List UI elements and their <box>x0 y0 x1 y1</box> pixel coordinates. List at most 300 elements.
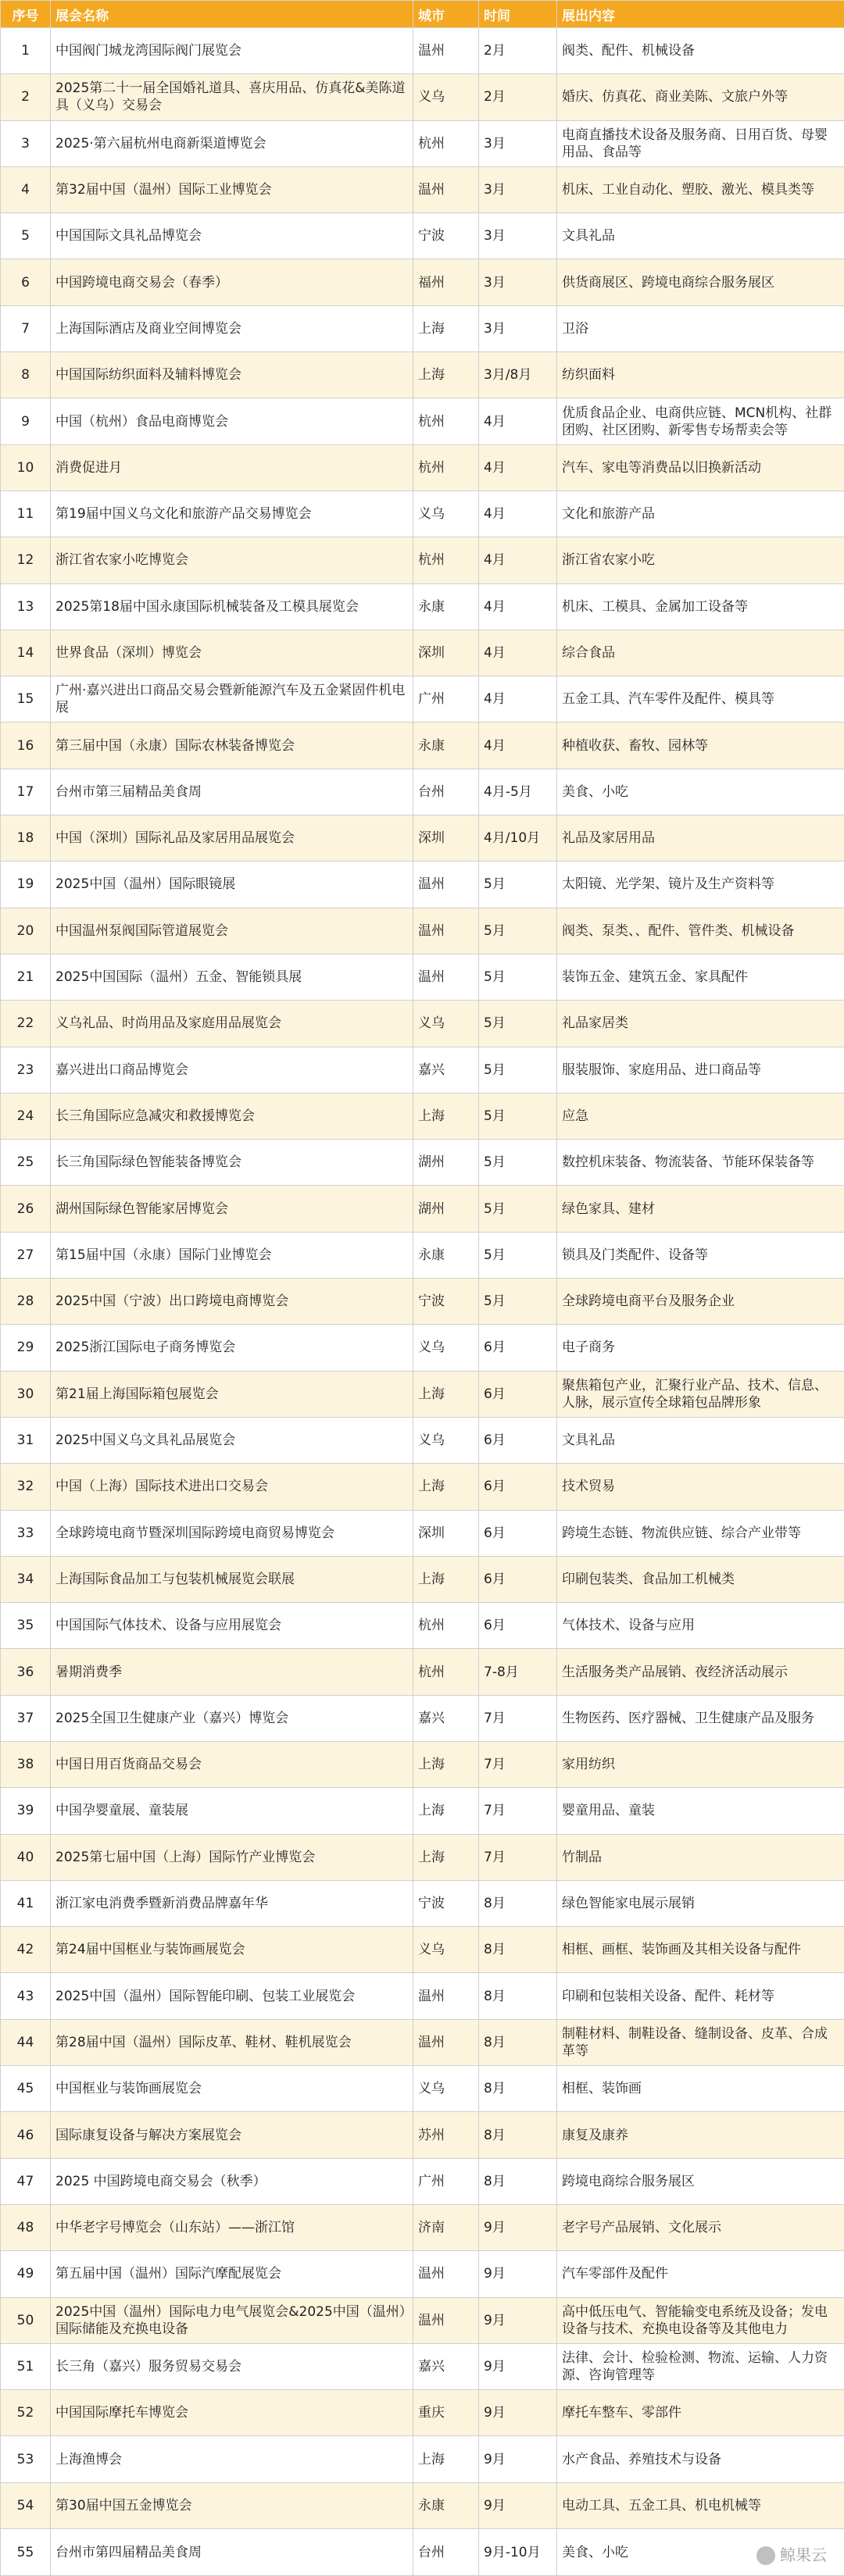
cell-city: 台州 <box>413 2529 479 2576</box>
cell-time: 6月 <box>479 1371 557 1417</box>
cell-city: 上海 <box>413 352 479 398</box>
cell-name: 第19届中国义乌文化和旅游产品交易博览会 <box>51 491 413 537</box>
cell-city: 嘉兴 <box>413 1695 479 1741</box>
cell-no: 55 <box>1 2529 51 2576</box>
cell-name: 2025中国（宁波）出口跨境电商博览会 <box>51 1279 413 1325</box>
header-city: 城市 <box>413 1 479 28</box>
cell-content: 全球跨境电商平台及服务企业 <box>557 1279 844 1325</box>
cell-content: 摩托车整车、零部件 <box>557 2390 844 2436</box>
cell-time: 8月 <box>479 2112 557 2158</box>
cell-name: 2025·第六届杭州电商新渠道博览会 <box>51 120 413 166</box>
cell-city: 温州 <box>413 2251 479 2297</box>
cell-time: 4月 <box>479 583 557 630</box>
cell-time: 4月 <box>479 491 557 537</box>
cell-city: 广州 <box>413 2158 479 2204</box>
cell-time: 5月 <box>479 1047 557 1093</box>
cell-city: 温州 <box>413 908 479 954</box>
cell-content: 跨境生态链、物流供应链、综合产业带等 <box>557 1510 844 1556</box>
table-row <box>1 1047 844 1093</box>
cell-name: 中国框业与装饰画展览会 <box>51 2066 413 2112</box>
cell-content: 康复及康养 <box>557 2112 844 2158</box>
table-row <box>1 1140 844 1186</box>
cell-city: 义乌 <box>413 2066 479 2112</box>
table-row <box>1 166 844 212</box>
cell-name: 中华老字号博览会（山东站）——浙江馆 <box>51 2204 413 2250</box>
table-row <box>1 444 844 491</box>
cell-city: 温州 <box>413 2019 479 2065</box>
cell-city: 上海 <box>413 1834 479 1880</box>
cell-city: 上海 <box>413 1464 479 1510</box>
cell-time: 9月 <box>479 2204 557 2250</box>
table-row <box>1 2390 844 2436</box>
cell-city: 嘉兴 <box>413 1047 479 1093</box>
cell-content: 高中低压电气、智能输变电系统及设备；发电设备与技术、充换电设备等及其他电力 <box>557 2297 844 2343</box>
cell-no: 14 <box>1 630 51 676</box>
cell-name: 中国国际纺织面料及辅料博览会 <box>51 352 413 398</box>
cell-city: 杭州 <box>413 537 479 583</box>
cell-name: 义乌礼品、时尚用品及家庭用品展览会 <box>51 1001 413 1047</box>
cell-content: 综合食品 <box>557 630 844 676</box>
cell-time: 3月 <box>479 213 557 259</box>
cell-city: 温州 <box>413 2297 479 2343</box>
cell-time: 3月 <box>479 166 557 212</box>
cell-no: 16 <box>1 722 51 769</box>
cell-no: 12 <box>1 537 51 583</box>
cell-time: 4月 <box>479 676 557 722</box>
table-row <box>1 2112 844 2158</box>
cell-name: 第五届中国（温州）国际汽摩配展览会 <box>51 2251 413 2297</box>
cell-name: 中国国际文具礼品博览会 <box>51 213 413 259</box>
cell-no: 27 <box>1 1232 51 1278</box>
cell-name: 长三角（嘉兴）服务贸易交易会 <box>51 2343 413 2389</box>
cell-name: 长三角国际绿色智能装备博览会 <box>51 1140 413 1186</box>
cell-time: 4月 <box>479 630 557 676</box>
cell-city: 温州 <box>413 954 479 1000</box>
table-row <box>1 2529 844 2576</box>
cell-content: 绿色智能家电展示展销 <box>557 1880 844 1926</box>
cell-city: 宁波 <box>413 1279 479 1325</box>
cell-no: 7 <box>1 305 51 351</box>
cell-city: 杭州 <box>413 120 479 166</box>
cell-no: 15 <box>1 676 51 722</box>
cell-time: 5月 <box>479 1232 557 1278</box>
cell-no: 28 <box>1 1279 51 1325</box>
cell-no: 10 <box>1 444 51 491</box>
cell-content: 汽车、家电等消费品以旧换新活动 <box>557 444 844 491</box>
table-row <box>1 1556 844 1602</box>
cell-city: 义乌 <box>413 1325 479 1371</box>
cell-city: 台州 <box>413 769 479 815</box>
cell-no: 19 <box>1 862 51 908</box>
cell-time: 8月 <box>479 2158 557 2204</box>
cell-content: 电动工具、五金工具、机电机械等 <box>557 2482 844 2528</box>
cell-time: 6月 <box>479 1464 557 1510</box>
cell-no: 33 <box>1 1510 51 1556</box>
cell-content: 礼品家居类 <box>557 1001 844 1047</box>
table-row <box>1 769 844 815</box>
table-row <box>1 1001 844 1047</box>
cell-name: 中国国际摩托车博览会 <box>51 2390 413 2436</box>
cell-content: 家用纺织 <box>557 1741 844 1787</box>
cell-content: 婚庆、仿真花、商业美陈、文旅户外等 <box>557 74 844 120</box>
cell-city: 义乌 <box>413 1001 479 1047</box>
cell-name: 中国（上海）国际技术进出口交易会 <box>51 1464 413 1510</box>
cell-no: 30 <box>1 1371 51 1417</box>
cell-time: 6月 <box>479 1325 557 1371</box>
cell-city: 永康 <box>413 583 479 630</box>
table-row <box>1 1417 844 1463</box>
cell-no: 52 <box>1 2390 51 2436</box>
cell-city: 义乌 <box>413 1417 479 1463</box>
cell-time: 5月 <box>479 1001 557 1047</box>
cell-content: 数控机床装备、物流装备、节能环保装备等 <box>557 1140 844 1186</box>
cell-time: 7月 <box>479 1788 557 1834</box>
cell-time: 9月 <box>479 2390 557 2436</box>
table-row <box>1 583 844 630</box>
cell-content: 水产食品、养殖技术与设备 <box>557 2436 844 2482</box>
cell-no: 43 <box>1 1973 51 2019</box>
cell-content: 电商直播技术设备及服务商、日用百货、母婴用品、食品等 <box>557 120 844 166</box>
cell-content: 美食、小吃 <box>557 769 844 815</box>
cell-time: 6月 <box>479 1556 557 1602</box>
cell-no: 22 <box>1 1001 51 1047</box>
table-row <box>1 352 844 398</box>
header-row <box>1 1 844 28</box>
cell-content: 太阳镜、光学架、镜片及生产资料等 <box>557 862 844 908</box>
cell-content: 老字号产品展销、文化展示 <box>557 2204 844 2250</box>
cell-city: 上海 <box>413 2436 479 2482</box>
cell-time: 3月 <box>479 259 557 305</box>
cell-no: 3 <box>1 120 51 166</box>
cell-no: 24 <box>1 1093 51 1139</box>
cell-no: 40 <box>1 1834 51 1880</box>
cell-no: 48 <box>1 2204 51 2250</box>
cell-city: 嘉兴 <box>413 2343 479 2389</box>
cell-time: 9月 <box>479 2436 557 2482</box>
cell-time: 6月 <box>479 1603 557 1649</box>
cell-content: 浙江省农家小吃 <box>557 537 844 583</box>
cell-city: 上海 <box>413 1741 479 1787</box>
cell-content: 法律、会计、检验检测、物流、运输、人力资源、咨询管理等 <box>557 2343 844 2389</box>
cell-content: 文具礼品 <box>557 1417 844 1463</box>
cell-time: 5月 <box>479 908 557 954</box>
cell-name: 第32届中国（温州）国际工业博览会 <box>51 166 413 212</box>
watermark-text: 鲸果云 <box>780 2545 827 2564</box>
cell-no: 46 <box>1 2112 51 2158</box>
header-no: 序号 <box>1 1 51 28</box>
cell-content: 卫浴 <box>557 305 844 351</box>
cell-content: 制鞋材料、制鞋设备、缝制设备、皮革、合成革等 <box>557 2019 844 2065</box>
cell-content: 汽车零部件及配件 <box>557 2251 844 2297</box>
cell-name: 第24届中国框业与装饰画展览会 <box>51 1927 413 1973</box>
cell-no: 21 <box>1 954 51 1000</box>
table-row <box>1 120 844 166</box>
cell-name: 台州市第四届精品美食周 <box>51 2529 413 2576</box>
cell-name: 浙江省农家小吃博览会 <box>51 537 413 583</box>
table-row <box>1 259 844 305</box>
cell-time: 9月 <box>479 2482 557 2528</box>
table-row <box>1 1880 844 1926</box>
cell-city: 济南 <box>413 2204 479 2250</box>
table-row <box>1 2019 844 2065</box>
cell-time: 9月 <box>479 2343 557 2389</box>
watermark <box>756 2542 827 2566</box>
cell-no: 45 <box>1 2066 51 2112</box>
table-row <box>1 1232 844 1278</box>
cell-city: 温州 <box>413 28 479 74</box>
cell-time: 4月 <box>479 398 557 444</box>
cell-no: 54 <box>1 2482 51 2528</box>
cell-name: 上海渔博会 <box>51 2436 413 2482</box>
cell-city: 上海 <box>413 1788 479 1834</box>
cell-name: 2025 中国跨境电商交易会（秋季） <box>51 2158 413 2204</box>
cell-no: 44 <box>1 2019 51 2065</box>
cell-name: 中国孕婴童展、童装展 <box>51 1788 413 1834</box>
cell-city: 永康 <box>413 1232 479 1278</box>
cell-no: 39 <box>1 1788 51 1834</box>
table-row <box>1 1371 844 1417</box>
cell-no: 2 <box>1 74 51 120</box>
cell-name: 湖州国际绿色智能家居博览会 <box>51 1186 413 1232</box>
watermark-logo-icon <box>756 2546 775 2565</box>
cell-name: 第21届上海国际箱包展览会 <box>51 1371 413 1417</box>
cell-no: 8 <box>1 352 51 398</box>
table-row <box>1 2436 844 2482</box>
cell-no: 18 <box>1 815 51 862</box>
cell-name: 中国（杭州）食品电商博览会 <box>51 398 413 444</box>
cell-city: 宁波 <box>413 213 479 259</box>
cell-content: 服装服饰、家庭用品、进口商品等 <box>557 1047 844 1093</box>
table-row <box>1 1093 844 1139</box>
cell-no: 49 <box>1 2251 51 2297</box>
cell-city: 温州 <box>413 862 479 908</box>
cell-content: 文具礼品 <box>557 213 844 259</box>
cell-content: 聚焦箱包产业，汇聚行业产品、技术、信息、人脉，展示宣传全球箱包品牌形象 <box>557 1371 844 1417</box>
cell-time: 7月 <box>479 1695 557 1741</box>
table-row <box>1 2066 844 2112</box>
cell-no: 13 <box>1 583 51 630</box>
table-row <box>1 1279 844 1325</box>
cell-name: 世界食品（深圳）博览会 <box>51 630 413 676</box>
cell-no: 37 <box>1 1695 51 1741</box>
cell-time: 9月 <box>479 2297 557 2343</box>
cell-time: 4月 <box>479 444 557 491</box>
cell-city: 宁波 <box>413 1880 479 1926</box>
table-row <box>1 305 844 351</box>
cell-no: 26 <box>1 1186 51 1232</box>
cell-name: 2025中国（温州）国际眼镜展 <box>51 862 413 908</box>
cell-name: 中国日用百货商品交易会 <box>51 1741 413 1787</box>
cell-no: 17 <box>1 769 51 815</box>
cell-city: 杭州 <box>413 1649 479 1695</box>
table-row <box>1 491 844 537</box>
table-row <box>1 1603 844 1649</box>
cell-name: 中国温州泵阀国际管道展览会 <box>51 908 413 954</box>
cell-content: 锁具及门类配件、设备等 <box>557 1232 844 1278</box>
cell-name: 长三角国际应急减灾和救援博览会 <box>51 1093 413 1139</box>
cell-city: 苏州 <box>413 2112 479 2158</box>
table-row <box>1 2343 844 2389</box>
cell-city: 杭州 <box>413 444 479 491</box>
cell-city: 深圳 <box>413 1510 479 1556</box>
cell-no: 11 <box>1 491 51 537</box>
table-row <box>1 815 844 862</box>
table-body <box>1 28 844 2576</box>
cell-no: 51 <box>1 2343 51 2389</box>
table-row <box>1 213 844 259</box>
cell-content: 相框、画框、装饰画及其相关设备与配件 <box>557 1927 844 1973</box>
header-content: 展出内容 <box>557 1 844 28</box>
cell-name: 2025浙江国际电子商务博览会 <box>51 1325 413 1371</box>
cell-city: 湖州 <box>413 1140 479 1186</box>
cell-time: 3月 <box>479 120 557 166</box>
cell-content: 纺织面料 <box>557 352 844 398</box>
cell-content: 装饰五金、建筑五金、家具配件 <box>557 954 844 1000</box>
cell-name: 2025中国（温州）国际电力电气展览会&2025中国（温州）国际储能及充换电设备 <box>51 2297 413 2343</box>
cell-no: 1 <box>1 28 51 74</box>
cell-no: 25 <box>1 1140 51 1186</box>
cell-city: 温州 <box>413 166 479 212</box>
table-row <box>1 1464 844 1510</box>
cell-content: 电子商务 <box>557 1325 844 1371</box>
cell-name: 暑期消费季 <box>51 1649 413 1695</box>
cell-time: 3月/8月 <box>479 352 557 398</box>
cell-name: 2025全国卫生健康产业（嘉兴）博览会 <box>51 1695 413 1741</box>
cell-city: 深圳 <box>413 630 479 676</box>
cell-content: 技术贸易 <box>557 1464 844 1510</box>
cell-city: 杭州 <box>413 1603 479 1649</box>
cell-name: 2025中国（温州）国际智能印刷、包装工业展览会 <box>51 1973 413 2019</box>
cell-content: 气体技术、设备与应用 <box>557 1603 844 1649</box>
cell-name: 中国国际气体技术、设备与应用展览会 <box>51 1603 413 1649</box>
table-row <box>1 1788 844 1834</box>
cell-content: 阀类、泵类、、配件、管件类、机械设备 <box>557 908 844 954</box>
cell-content: 种植收获、畜牧、园林等 <box>557 722 844 769</box>
cell-name: 浙江家电消费季暨新消费品牌嘉年华 <box>51 1880 413 1926</box>
cell-content: 印刷包装类、食品加工机械类 <box>557 1556 844 1602</box>
cell-time: 8月 <box>479 2066 557 2112</box>
cell-content: 机床、工业自动化、塑胶、激光、模具类等 <box>557 166 844 212</box>
cell-time: 2月 <box>479 28 557 74</box>
cell-name: 第28届中国（温州）国际皮革、鞋材、鞋机展览会 <box>51 2019 413 2065</box>
table-row <box>1 954 844 1000</box>
table-row <box>1 862 844 908</box>
cell-no: 23 <box>1 1047 51 1093</box>
cell-content: 跨境电商综合服务展区 <box>557 2158 844 2204</box>
cell-name: 国际康复设备与解决方案展览会 <box>51 2112 413 2158</box>
cell-no: 35 <box>1 1603 51 1649</box>
table-row <box>1 1741 844 1787</box>
cell-no: 32 <box>1 1464 51 1510</box>
cell-content: 婴童用品、童装 <box>557 1788 844 1834</box>
cell-name: 广州·嘉兴进出口商品交易会暨新能源汽车及五金紧固件机电展 <box>51 676 413 722</box>
cell-content: 生物医药、医疗器械、卫生健康产品及服务 <box>557 1695 844 1741</box>
table-row <box>1 722 844 769</box>
cell-time: 5月 <box>479 1186 557 1232</box>
cell-name: 上海国际酒店及商业空间博览会 <box>51 305 413 351</box>
cell-no: 9 <box>1 398 51 444</box>
cell-no: 36 <box>1 1649 51 1695</box>
header-time: 时间 <box>479 1 557 28</box>
cell-city: 上海 <box>413 1556 479 1602</box>
cell-content: 生活服务类产品展销、夜经济活动展示 <box>557 1649 844 1695</box>
cell-content: 美食、小吃 <box>557 2529 844 2576</box>
cell-name: 上海国际食品加工与包装机械展览会联展 <box>51 1556 413 1602</box>
cell-no: 20 <box>1 908 51 954</box>
table-row <box>1 2204 844 2250</box>
table-row <box>1 630 844 676</box>
cell-city: 上海 <box>413 1093 479 1139</box>
cell-time: 4月 <box>479 722 557 769</box>
cell-name: 2025中国义乌文具礼品展览会 <box>51 1417 413 1463</box>
table-row <box>1 2251 844 2297</box>
cell-time: 4月/10月 <box>479 815 557 862</box>
cell-city: 湖州 <box>413 1186 479 1232</box>
cell-time: 8月 <box>479 1927 557 1973</box>
cell-content: 相框、装饰画 <box>557 2066 844 2112</box>
cell-name: 第三届中国（永康）国际农林装备博览会 <box>51 722 413 769</box>
table-row <box>1 2297 844 2343</box>
cell-name: 2025第七届中国（上海）国际竹产业博览会 <box>51 1834 413 1880</box>
cell-content: 优质食品企业、电商供应链、MCN机构、社群团购、社区团购、新零售专场帮卖会等 <box>557 398 844 444</box>
cell-name: 第15届中国（永康）国际门业博览会 <box>51 1232 413 1278</box>
cell-city: 杭州 <box>413 398 479 444</box>
cell-city: 福州 <box>413 259 479 305</box>
cell-city: 义乌 <box>413 1927 479 1973</box>
cell-time: 2月 <box>479 74 557 120</box>
cell-no: 4 <box>1 166 51 212</box>
table-row <box>1 1927 844 1973</box>
cell-name: 中国阀门城龙湾国际阀门展览会 <box>51 28 413 74</box>
cell-content: 阀类、配件、机械设备 <box>557 28 844 74</box>
cell-city: 重庆 <box>413 2390 479 2436</box>
cell-time: 9月-10月 <box>479 2529 557 2576</box>
cell-time: 4月 <box>479 537 557 583</box>
cell-city: 义乌 <box>413 491 479 537</box>
table-row <box>1 2158 844 2204</box>
cell-time: 5月 <box>479 1140 557 1186</box>
cell-no: 47 <box>1 2158 51 2204</box>
table-row <box>1 74 844 120</box>
cell-city: 永康 <box>413 2482 479 2528</box>
table-row <box>1 28 844 74</box>
cell-name: 全球跨境电商节暨深圳国际跨境电商贸易博览会 <box>51 1510 413 1556</box>
cell-name: 2025第18届中国永康国际机械装备及工模具展览会 <box>51 583 413 630</box>
cell-name: 台州市第三届精品美食周 <box>51 769 413 815</box>
cell-city: 上海 <box>413 305 479 351</box>
cell-city: 永康 <box>413 722 479 769</box>
cell-time: 7月 <box>479 1834 557 1880</box>
cell-time: 5月 <box>479 862 557 908</box>
cell-no: 50 <box>1 2297 51 2343</box>
cell-time: 7月 <box>479 1741 557 1787</box>
cell-city: 广州 <box>413 676 479 722</box>
table-row <box>1 398 844 444</box>
cell-content: 供货商展区、跨境电商综合服务展区 <box>557 259 844 305</box>
cell-name: 嘉兴进出口商品博览会 <box>51 1047 413 1093</box>
cell-time: 8月 <box>479 1973 557 2019</box>
table-row <box>1 1973 844 2019</box>
cell-name: 消费促进月 <box>51 444 413 491</box>
cell-time: 7-8月 <box>479 1649 557 1695</box>
table-row <box>1 1649 844 1695</box>
cell-time: 5月 <box>479 954 557 1000</box>
table-row <box>1 1186 844 1232</box>
cell-no: 42 <box>1 1927 51 1973</box>
table-row <box>1 676 844 722</box>
cell-time: 6月 <box>479 1417 557 1463</box>
cell-content: 礼品及家居用品 <box>557 815 844 862</box>
